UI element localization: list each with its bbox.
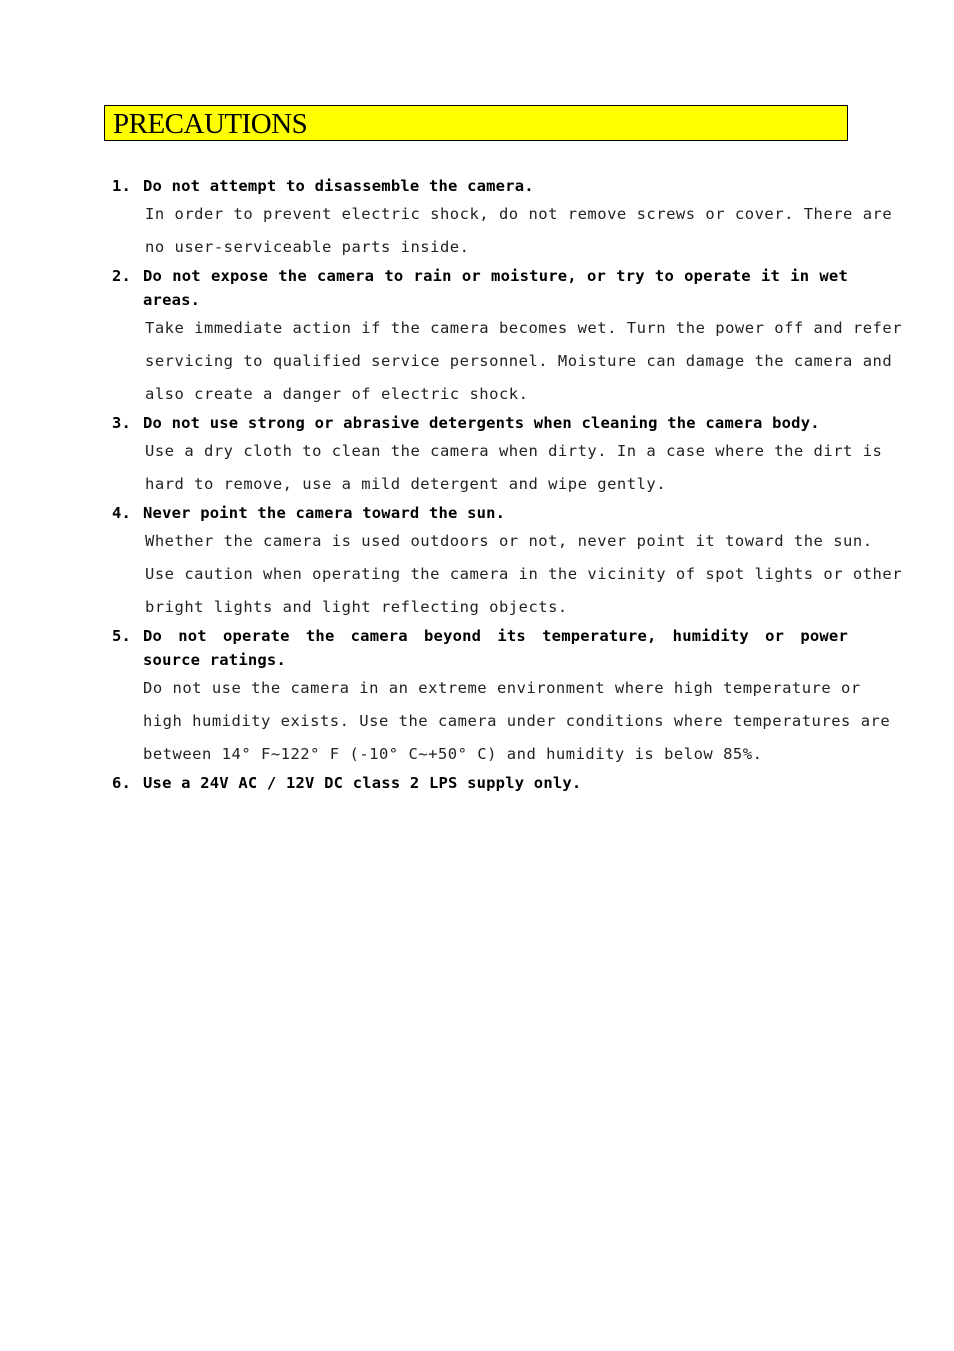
item-number: 6. bbox=[112, 774, 132, 792]
precaution-heading-row bbox=[112, 411, 848, 435]
precaution-heading: Do not expose the camera to rain or moisture, or try to operate it in wet areas. bbox=[143, 267, 848, 309]
precaution-item bbox=[112, 264, 903, 411]
precaution-heading-row bbox=[112, 174, 848, 198]
precaution-description bbox=[145, 198, 893, 264]
description-line: bright lights and light reflecting objects. bbox=[145, 598, 568, 616]
precautions-list bbox=[112, 174, 903, 795]
precaution-description bbox=[145, 525, 903, 624]
description-line: Use a dry cloth to clean the camera when dirty. In a case where the dirt is bbox=[145, 442, 883, 460]
precaution-heading: Do not use strong or abrasive detergents when cleaning the camera body. bbox=[143, 414, 820, 432]
description-line: In order to prevent electric shock, do not remove screws or cover. There are bbox=[145, 205, 893, 223]
precaution-description bbox=[145, 312, 903, 411]
item-number: 2. bbox=[112, 267, 132, 285]
precaution-heading: Do not attempt to disassemble the camera. bbox=[143, 177, 534, 195]
precaution-item bbox=[112, 624, 891, 771]
description-line: high humidity exists. Use the camera under conditions where temperatures are bbox=[143, 712, 891, 730]
precaution-description bbox=[145, 435, 883, 501]
description-line: also create a danger of electric shock. bbox=[145, 385, 529, 403]
precaution-heading: Do not operate the camera beyond its temperature, humidity or power source ratings. bbox=[143, 627, 848, 669]
description-line: between 14° F~122° F (-10° C~+50° C) and humidity is below 85%. bbox=[143, 745, 763, 763]
item-number: 5. bbox=[112, 627, 132, 645]
precaution-heading: Use a 24V AC / 12V DC class 2 LPS supply only. bbox=[143, 774, 582, 792]
precaution-item bbox=[112, 501, 903, 624]
description-line: Use caution when operating the camera in the vicinity of spot lights or other bbox=[145, 565, 903, 583]
item-number: 3. bbox=[112, 414, 132, 432]
description-line: Do not use the camera in an extreme environment where high temperature or bbox=[143, 679, 861, 697]
precaution-item bbox=[112, 411, 883, 501]
precaution-heading-row bbox=[112, 501, 848, 525]
precaution-heading: Never point the camera toward the sun. bbox=[143, 504, 506, 522]
description-line: servicing to qualified service personnel. Moisture can damage the camera and bbox=[145, 352, 893, 370]
precaution-heading-row bbox=[112, 771, 848, 795]
item-number: 1. bbox=[112, 177, 132, 195]
precaution-item bbox=[112, 771, 848, 795]
description-line: Take immediate action if the camera becomes wet. Turn the power off and refer bbox=[145, 319, 903, 337]
item-number: 4. bbox=[112, 504, 132, 522]
description-line: no user-serviceable parts inside. bbox=[145, 238, 470, 256]
description-line: Whether the camera is used outdoors or not, never point it toward the sun. bbox=[145, 532, 873, 550]
precaution-item bbox=[112, 174, 893, 264]
precaution-heading-row bbox=[112, 264, 848, 312]
section-title: PRECAUTIONS bbox=[113, 108, 308, 140]
precaution-description bbox=[143, 672, 891, 771]
description-line: hard to remove, use a mild detergent and wipe gently. bbox=[145, 475, 667, 493]
section-title-banner bbox=[104, 105, 848, 141]
precaution-heading-row bbox=[112, 624, 848, 672]
